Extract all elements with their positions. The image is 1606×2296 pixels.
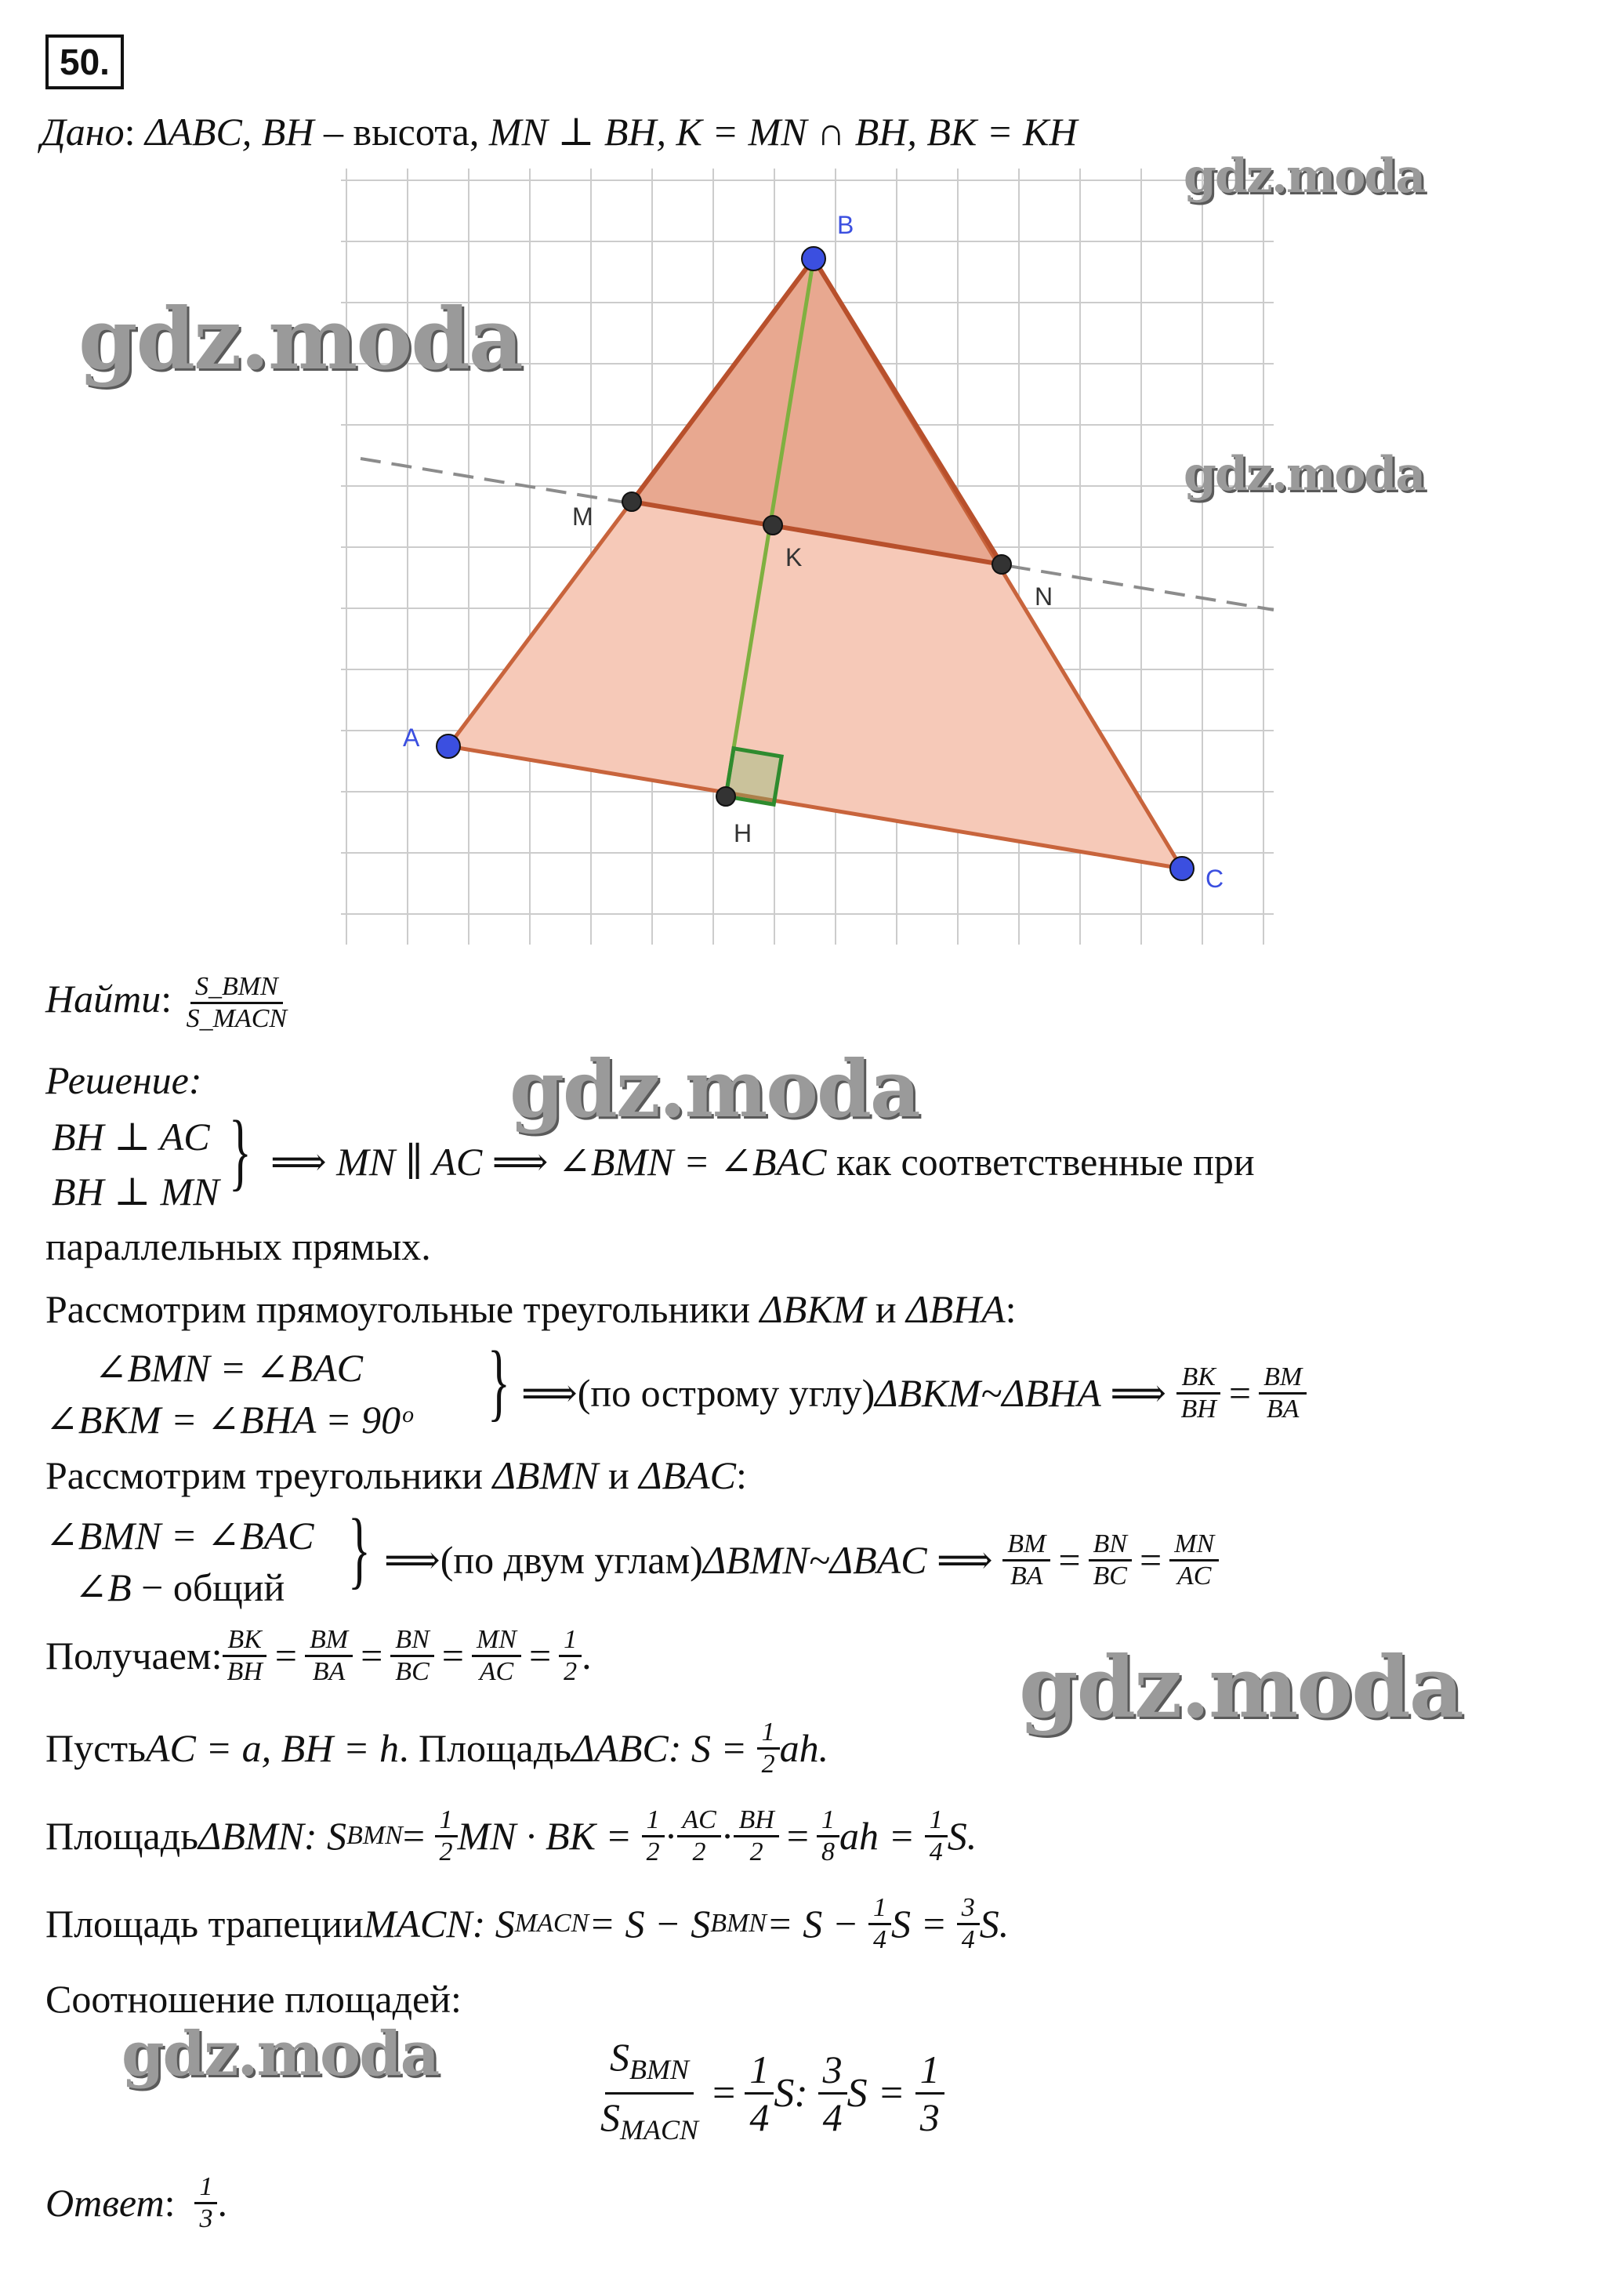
frac-num: BK bbox=[1176, 1362, 1220, 1395]
frac-num: BM bbox=[305, 1625, 353, 1657]
frac-den: 4 bbox=[749, 2095, 770, 2139]
frac-num: MN bbox=[472, 1625, 521, 1657]
system2-brace: } bbox=[487, 1333, 510, 1429]
system1-left bbox=[52, 1109, 219, 1219]
watermark: gdz.moda bbox=[78, 290, 522, 389]
frac-den: 3 bbox=[199, 2204, 213, 2233]
ratio-main-frac bbox=[596, 2034, 703, 2153]
label-a: A bbox=[403, 724, 420, 752]
system2-frac2 bbox=[1259, 1362, 1307, 1424]
get-frac1 bbox=[222, 1625, 266, 1687]
system2-right bbox=[521, 1350, 1307, 1436]
equals-sign: = bbox=[1058, 1538, 1081, 1582]
frac-den: 2 bbox=[564, 1656, 578, 1686]
frac-num: 3 bbox=[818, 2047, 847, 2095]
system3-right bbox=[384, 1517, 1219, 1603]
area2-pre: Площадь трапеции bbox=[45, 1902, 364, 1946]
system3-arrow: ⟹ bbox=[384, 1538, 440, 1582]
let-mid: . Площадь bbox=[399, 1726, 571, 1770]
area1-end: S. bbox=[947, 1814, 977, 1858]
ratio-num-sub: BMN bbox=[629, 2053, 689, 2085]
frac-den: 4 bbox=[822, 2095, 843, 2139]
frac-num: AC bbox=[677, 1805, 720, 1837]
consider1-math2: ΔBHA bbox=[906, 1287, 1006, 1331]
solution-colon: : bbox=[188, 1058, 202, 1102]
let-pre: Пусть bbox=[45, 1726, 146, 1770]
consider2-end: : bbox=[736, 1453, 747, 1497]
consider2-math2: ΔBAC bbox=[639, 1453, 736, 1497]
area1-mid: MN · BK = bbox=[457, 1814, 633, 1858]
consider1-end: : bbox=[1005, 1287, 1017, 1331]
ratio-s: S = bbox=[847, 2070, 905, 2116]
frac-num: BN bbox=[390, 1625, 433, 1657]
system2-arrow: ⟹ bbox=[521, 1371, 578, 1415]
consider2-pre: Рассмотрим треугольники bbox=[45, 1453, 493, 1497]
frac-den: 4 bbox=[872, 1924, 886, 1954]
consider1-line bbox=[45, 1286, 1017, 1333]
get-frac4 bbox=[472, 1625, 521, 1687]
system1-brace: } bbox=[228, 1103, 252, 1199]
frac-den: 4 bbox=[961, 1924, 975, 1954]
system3-text: (по двум углам) bbox=[440, 1538, 703, 1582]
ratio-mid: S: bbox=[774, 2070, 808, 2116]
get-frac2 bbox=[305, 1625, 353, 1687]
area1-frac6 bbox=[925, 1805, 948, 1867]
answer-label: Ответ bbox=[45, 2181, 165, 2225]
area2-frac1 bbox=[868, 1893, 891, 1955]
dot-sign: · bbox=[664, 1814, 678, 1858]
point-h bbox=[716, 787, 735, 806]
label-b: B bbox=[837, 211, 854, 239]
frac-num: BM bbox=[1259, 1362, 1307, 1395]
frac-den bbox=[596, 2095, 703, 2153]
frac-den: BH bbox=[1180, 1394, 1216, 1424]
system2-left bbox=[45, 1342, 411, 1445]
system1-text: как соответственные при bbox=[826, 1140, 1255, 1184]
answer-frac bbox=[194, 2172, 217, 2234]
area1-frac2 bbox=[642, 1805, 665, 1867]
ratio-label: Соотношение площадей: bbox=[45, 1977, 462, 2021]
let-end: ah. bbox=[779, 1726, 829, 1770]
let-math: AC = a, BH = h bbox=[145, 1726, 399, 1770]
watermark: gdz.moda bbox=[509, 1043, 919, 1135]
frac-num: 1 bbox=[642, 1805, 665, 1837]
label-n: N bbox=[1035, 582, 1053, 611]
area1-pre: Площадь bbox=[45, 1814, 198, 1858]
system3-line1: ∠BMN = ∠BAC bbox=[45, 1514, 314, 1558]
consider2-line bbox=[45, 1452, 747, 1499]
watermark: gdz.moda bbox=[1184, 149, 1425, 204]
frac-den: AC bbox=[479, 1656, 514, 1686]
system1-right bbox=[270, 1138, 1255, 1185]
frac-num: BH bbox=[734, 1805, 778, 1837]
equals-sign: = bbox=[441, 1634, 464, 1678]
frac-den: 2 bbox=[646, 1837, 660, 1866]
frac-num: 1 bbox=[925, 1805, 948, 1837]
get-frac5 bbox=[559, 1625, 582, 1687]
solution-label: Решение bbox=[45, 1058, 189, 1102]
frac-den: BA bbox=[312, 1656, 346, 1686]
period: . bbox=[582, 1634, 592, 1678]
area2-mid2: = S − bbox=[766, 1902, 859, 1946]
equals-sign: = bbox=[528, 1634, 552, 1678]
area2-sub2: BMN bbox=[710, 1909, 767, 1938]
label-c: C bbox=[1205, 865, 1224, 893]
point-n bbox=[992, 555, 1011, 574]
point-k bbox=[763, 516, 782, 535]
ratio-frac1 bbox=[745, 2047, 774, 2140]
frac-den: 2 bbox=[439, 1837, 453, 1866]
area1-eq: = bbox=[402, 1814, 426, 1858]
answer-end: . bbox=[217, 2181, 227, 2225]
find-fraction bbox=[182, 972, 292, 1034]
watermark: gdz.moda bbox=[121, 2019, 439, 2090]
area1-frac3 bbox=[677, 1805, 720, 1867]
area2-end: S. bbox=[979, 1902, 1010, 1946]
system2-line1: ∠BMN = ∠BAC bbox=[94, 1346, 363, 1390]
system3-brace: } bbox=[347, 1501, 371, 1597]
frac-den: 3 bbox=[919, 2095, 940, 2139]
answer-colon: : bbox=[164, 2181, 176, 2225]
system2-math: ΔBKM~ΔBHA ⟹ bbox=[875, 1371, 1167, 1415]
area1-sub: BMN bbox=[346, 1821, 403, 1850]
area1-ah: ah = bbox=[839, 1814, 915, 1858]
consider2-math: ΔBMN bbox=[492, 1453, 599, 1497]
find-denominator: S_MACN bbox=[186, 1004, 288, 1033]
problem-number: 50. bbox=[45, 34, 124, 89]
frac-num: 1 bbox=[868, 1893, 891, 1925]
frac-num: 1 bbox=[817, 1805, 839, 1837]
parallel-line: параллельных прямых. bbox=[45, 1224, 431, 1268]
label-k: K bbox=[785, 543, 803, 571]
system3-angle-b: ∠B bbox=[74, 1565, 132, 1609]
point-c bbox=[1170, 857, 1194, 880]
ratio-formula bbox=[596, 2034, 944, 2152]
frac-den: 2 bbox=[749, 1837, 763, 1866]
equals-sign: = bbox=[712, 2070, 736, 2116]
frac-den: 2 bbox=[692, 1837, 706, 1866]
frac-den: BC bbox=[1093, 1561, 1127, 1591]
system1-line2: BH ⊥ MN bbox=[52, 1170, 219, 1213]
frac-num: 1 bbox=[435, 1805, 458, 1837]
frac-den: BC bbox=[395, 1656, 430, 1686]
frac-den: 2 bbox=[761, 1749, 775, 1779]
system3-common: − общий bbox=[131, 1565, 285, 1609]
frac-num: 1 bbox=[757, 1717, 780, 1750]
system2-frac1 bbox=[1176, 1362, 1221, 1424]
frac-num: BN bbox=[1089, 1529, 1132, 1561]
frac-den: 4 bbox=[929, 1837, 943, 1866]
frac-num: MN bbox=[1169, 1529, 1219, 1561]
equals-sign: = bbox=[786, 1814, 809, 1858]
frac-den: 8 bbox=[821, 1837, 835, 1866]
frac-num: BK bbox=[223, 1625, 266, 1657]
find-numerator: S_BMN bbox=[190, 972, 283, 1004]
consider2-and: и bbox=[598, 1453, 640, 1497]
ratio-frac3 bbox=[915, 2047, 944, 2140]
frac-num bbox=[605, 2034, 694, 2095]
consider1-and: и bbox=[865, 1287, 907, 1331]
equals-sign: = bbox=[361, 1634, 383, 1678]
consider1-pre: Рассмотрим прямоугольные треугольники bbox=[45, 1287, 760, 1331]
area1-line bbox=[45, 1797, 977, 1875]
frac-num: 1 bbox=[915, 2047, 944, 2095]
geometry-figure bbox=[337, 165, 1278, 949]
system3-math: ΔBMN~ΔBAC ⟹ bbox=[702, 1538, 993, 1582]
area1-frac1 bbox=[435, 1805, 458, 1867]
area2-math: MACN: S bbox=[363, 1902, 515, 1946]
get-frac3 bbox=[390, 1625, 433, 1687]
point-b bbox=[802, 247, 825, 270]
given-math-2: MN ⊥ BH, K = MN ∩ BH, BK = KH bbox=[488, 110, 1078, 154]
ratio-den-s: S bbox=[600, 2095, 620, 2139]
ratio-num-s: S bbox=[610, 2034, 629, 2079]
frac-num: 3 bbox=[957, 1893, 980, 1925]
system2-line2: ∠BKM = ∠BHA = 90ᵒ bbox=[45, 1398, 412, 1442]
frac-num: BM bbox=[1002, 1529, 1050, 1561]
system1-result: ⟹ MN ∥ AC ⟹ ∠BMN = ∠BAC bbox=[270, 1140, 827, 1184]
let-frac bbox=[757, 1717, 780, 1779]
system3-line2 bbox=[45, 1561, 314, 1613]
system3-frac1 bbox=[1002, 1529, 1050, 1591]
given-line bbox=[41, 108, 1077, 155]
frac-num: 1 bbox=[745, 2047, 774, 2095]
system3-frac3 bbox=[1169, 1529, 1219, 1591]
watermark: gdz.moda bbox=[1019, 1638, 1463, 1737]
system3-frac2 bbox=[1089, 1529, 1132, 1591]
watermark: gdz.moda bbox=[1184, 447, 1425, 502]
point-a bbox=[437, 735, 460, 758]
area2-sub: MACN bbox=[514, 1909, 589, 1938]
get-line bbox=[45, 1616, 592, 1695]
area1-math: ΔBMN: S bbox=[198, 1814, 347, 1858]
given-math-1: ΔABC, BH bbox=[145, 110, 314, 154]
area2-frac2 bbox=[957, 1893, 980, 1955]
frac-num: 1 bbox=[559, 1625, 582, 1657]
area1-frac4 bbox=[734, 1805, 778, 1867]
let-math2: ΔABC: S = bbox=[571, 1726, 748, 1770]
get-pre: Получаем: bbox=[45, 1634, 223, 1678]
area2-s: S = bbox=[890, 1902, 948, 1946]
system2-eq: = bbox=[1228, 1371, 1252, 1415]
frac-den: BH bbox=[227, 1656, 263, 1686]
system3-left bbox=[45, 1510, 314, 1613]
given-dash-text: – высота, bbox=[314, 110, 489, 154]
find-label: Найти bbox=[45, 976, 161, 1021]
given-label: Дано bbox=[41, 110, 125, 154]
frac-den: AC bbox=[1176, 1561, 1212, 1591]
answer-line bbox=[45, 2164, 227, 2242]
solution-label-line bbox=[45, 1057, 202, 1104]
system1-line1: BH ⊥ AC bbox=[52, 1115, 210, 1159]
area2-line bbox=[45, 1884, 1009, 1963]
frac-den: BA bbox=[1010, 1561, 1043, 1591]
label-m: M bbox=[572, 502, 593, 531]
equals-sign: = bbox=[1139, 1538, 1162, 1582]
frac-den: BA bbox=[1266, 1394, 1300, 1424]
ratio-frac2 bbox=[818, 2047, 847, 2140]
equals-sign: = bbox=[274, 1634, 297, 1678]
point-m bbox=[622, 492, 641, 511]
consider1-math: ΔBKM bbox=[759, 1287, 866, 1331]
dot-sign: · bbox=[720, 1814, 734, 1858]
let-line bbox=[45, 1709, 828, 1787]
ratio-den-sub: MACN bbox=[620, 2113, 699, 2145]
label-h: H bbox=[734, 819, 752, 847]
given-colon: : bbox=[124, 110, 136, 154]
find-colon: : bbox=[161, 976, 172, 1021]
area1-frac5 bbox=[817, 1805, 839, 1867]
system2-text: (по острому углу) bbox=[577, 1371, 876, 1415]
frac-num: 1 bbox=[194, 2172, 217, 2204]
area2-mid: = S − S bbox=[589, 1902, 711, 1946]
find-line bbox=[45, 972, 292, 1034]
